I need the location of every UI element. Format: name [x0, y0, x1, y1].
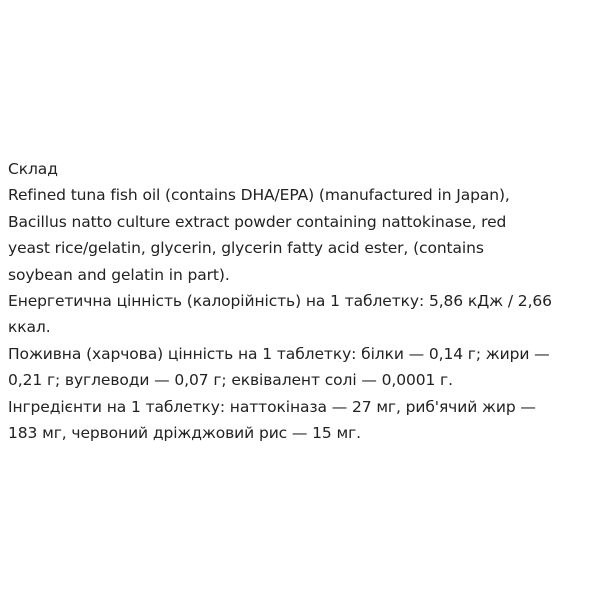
composition-line: soybean and gelatin in part). — [8, 265, 230, 284]
ingredients-line: Інгредієнти на 1 таблетку: наттокіназа — 27 мг, риб'ячий жир — — [8, 397, 536, 416]
nutritional-value-line: Поживна (харчова) цінність на 1 таблетку: білки — 0,14 г; жири — — [8, 344, 550, 363]
composition-heading: Склад — [8, 160, 58, 178]
energy-value-line: ккал. — [8, 318, 51, 337]
nutritional-value-line: 0,21 г; вуглеводи — 0,07 г; еквівалент солі — 0,0001 г. — [8, 371, 453, 390]
composition-line: yeast rice/gelatin, glycerin, glycerin fatty acid ester, (contains — [8, 239, 484, 258]
composition-line: Bacillus natto culture extract powder containing nattokinase, red — [8, 212, 507, 231]
product-composition — [8, 156, 596, 446]
ingredients-line: 183 мг, червоний дріжджовий рис — 15 мг. — [8, 424, 361, 443]
energy-value-line: Енергетична цінність (калорійність) на 1 таблетку: 5,86 кДж / 2,66 — [8, 292, 552, 311]
composition-line: Refined tuna fish oil (contains DHA/EPA) (manufactured in Japan), — [8, 186, 510, 205]
